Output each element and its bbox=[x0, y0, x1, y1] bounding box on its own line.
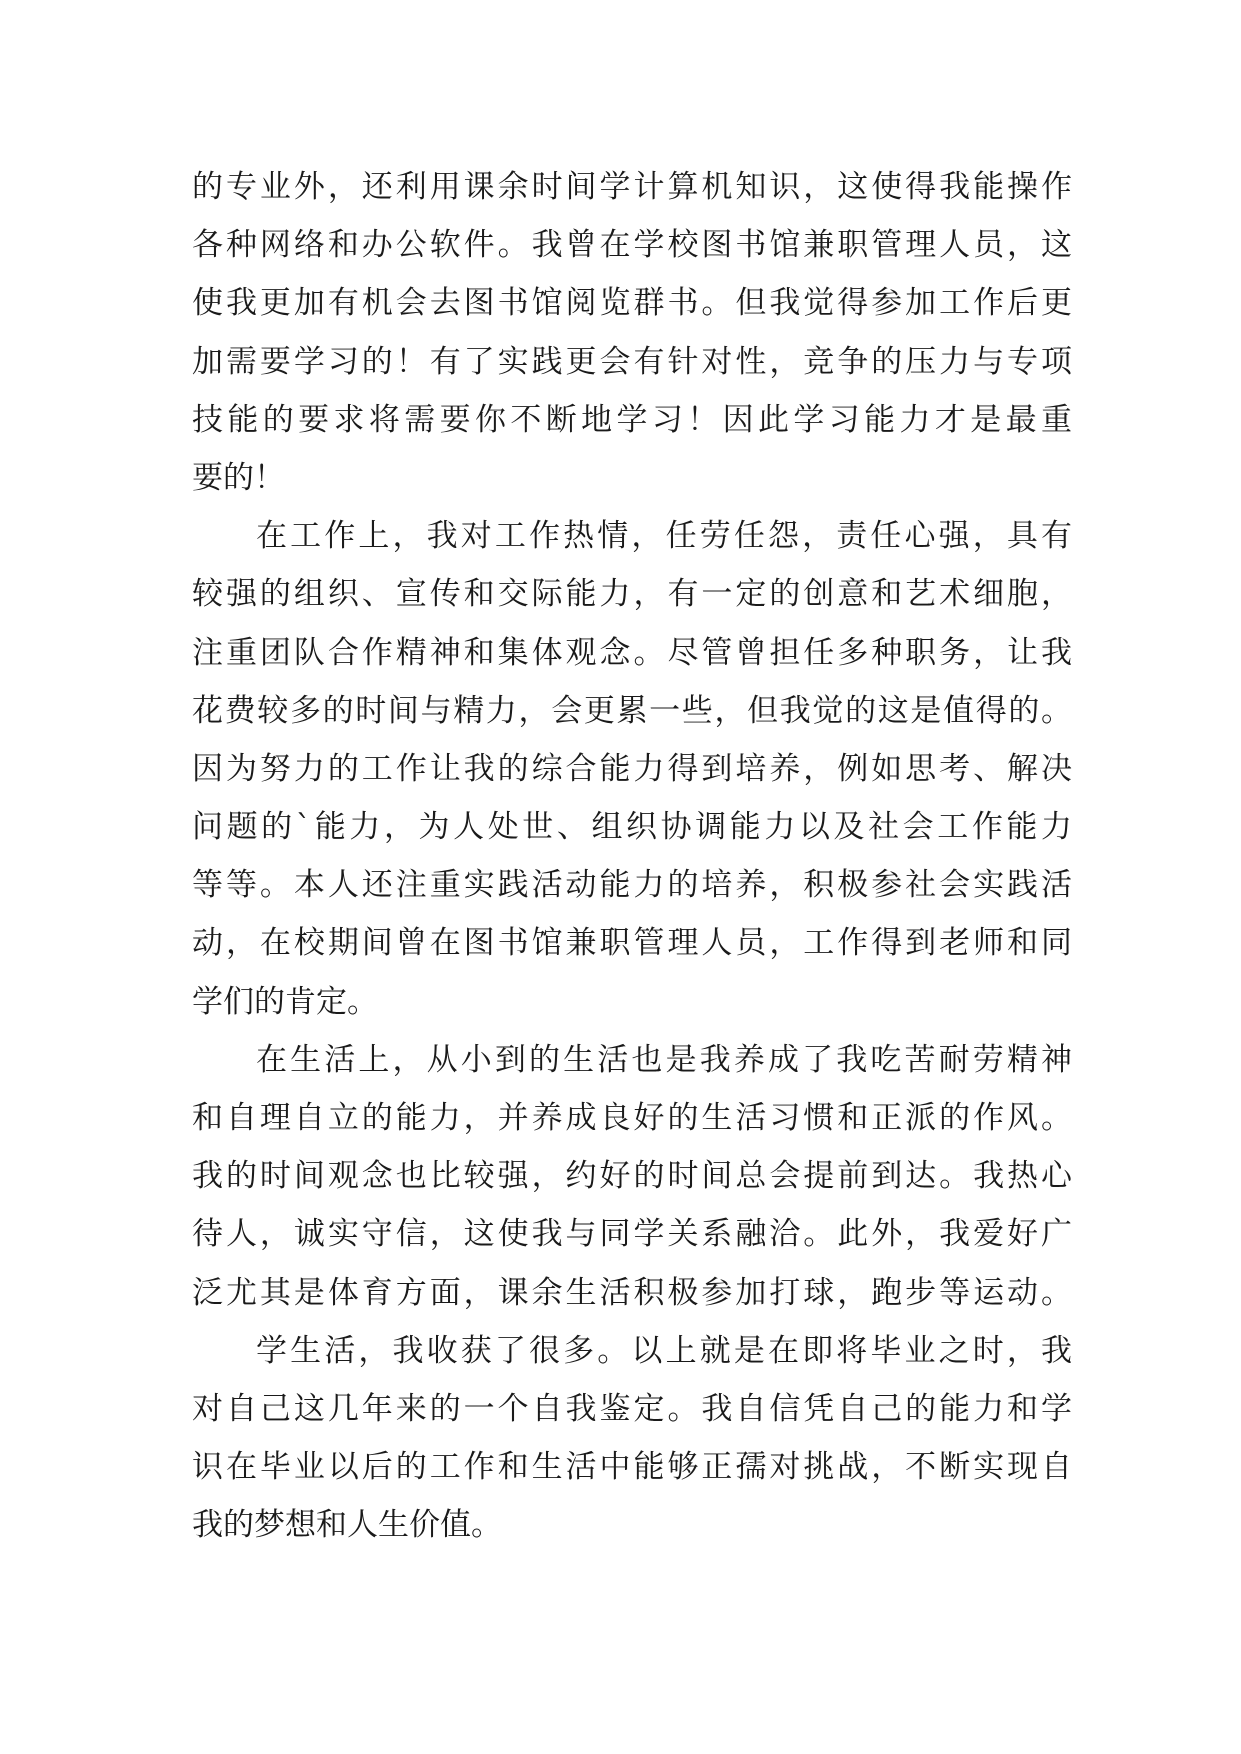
text-line: 对自己这几年来的一个自我鉴定。我自信凭自己的能力和学 bbox=[192, 1390, 1072, 1427]
text-line: 注重团队合作精神和集体观念。尽管曾担任多种职务，让我 bbox=[192, 634, 1072, 671]
text-line: 技能的要求将需要你不断地学习！因此学习能力才是最重 bbox=[192, 401, 1072, 438]
text-line: 泛尤其是体育方面，课余生活积极参加打球，跑步等运动。 bbox=[192, 1274, 1072, 1311]
text-line: 学生活，我收获了很多。以上就是在即将毕业之时，我 bbox=[256, 1332, 1072, 1369]
text-line: 我的时间观念也比较强，约好的时间总会提前到达。我热心 bbox=[192, 1158, 1072, 1195]
text-line: 的专业外，还利用课余时间学计算机知识，这使得我能操作 bbox=[192, 169, 1072, 205]
text-line: 识在毕业以后的工作和生活中能够正孺对挑战，不断实现自 bbox=[192, 1449, 1072, 1486]
text-line: 使我更加有机会去图书馆阅览群书。但我觉得参加工作后更 bbox=[192, 285, 1072, 322]
text-line: 在工作上，我对工作热情，任劳任怨，责任心强，具有 bbox=[256, 518, 1072, 555]
text-line: 在生活上，从小到的生活也是我养成了我吃苦耐劳精神 bbox=[256, 1041, 1072, 1078]
text-line: 加需要学习的！有了实践更会有针对性，竞争的压力与专项 bbox=[192, 343, 1072, 380]
text-line: 我的梦想和人生价值。 bbox=[192, 1507, 502, 1544]
text-line: 因为努力的工作让我的综合能力得到培养，例如思考、解决 bbox=[192, 750, 1072, 787]
text-line: 花费较多的时间与精力，会更累一些，但我觉的这是值得的。 bbox=[192, 692, 1072, 729]
text-line: 较强的组织、宣传和交际能力，有一定的创意和艺术细胞， bbox=[192, 576, 1072, 613]
text-line: 要的！ bbox=[192, 459, 285, 496]
text-line: 动，在校期间曾在图书馆兼职管理人员，工作得到老师和同 bbox=[192, 925, 1072, 962]
text-line: 等等。本人还注重实践活动能力的培养，积极参社会实践活 bbox=[192, 867, 1072, 904]
text-line: 待人，诚实守信，这使我与同学关系融洽。此外，我爱好广 bbox=[192, 1216, 1072, 1253]
text-line: 学们的肯定。 bbox=[192, 983, 378, 1020]
text-line: 和自理自立的能力，并养成良好的生活习惯和正派的作风。 bbox=[192, 1100, 1072, 1136]
text-line: 各种网络和办公软件。我曾在学校图书馆兼职管理人员，这 bbox=[192, 227, 1072, 264]
document-body bbox=[192, 158, 1072, 1555]
text-line: 问题的`能力，为人处世、组织协调能力以及社会工作能力 bbox=[192, 809, 1072, 846]
